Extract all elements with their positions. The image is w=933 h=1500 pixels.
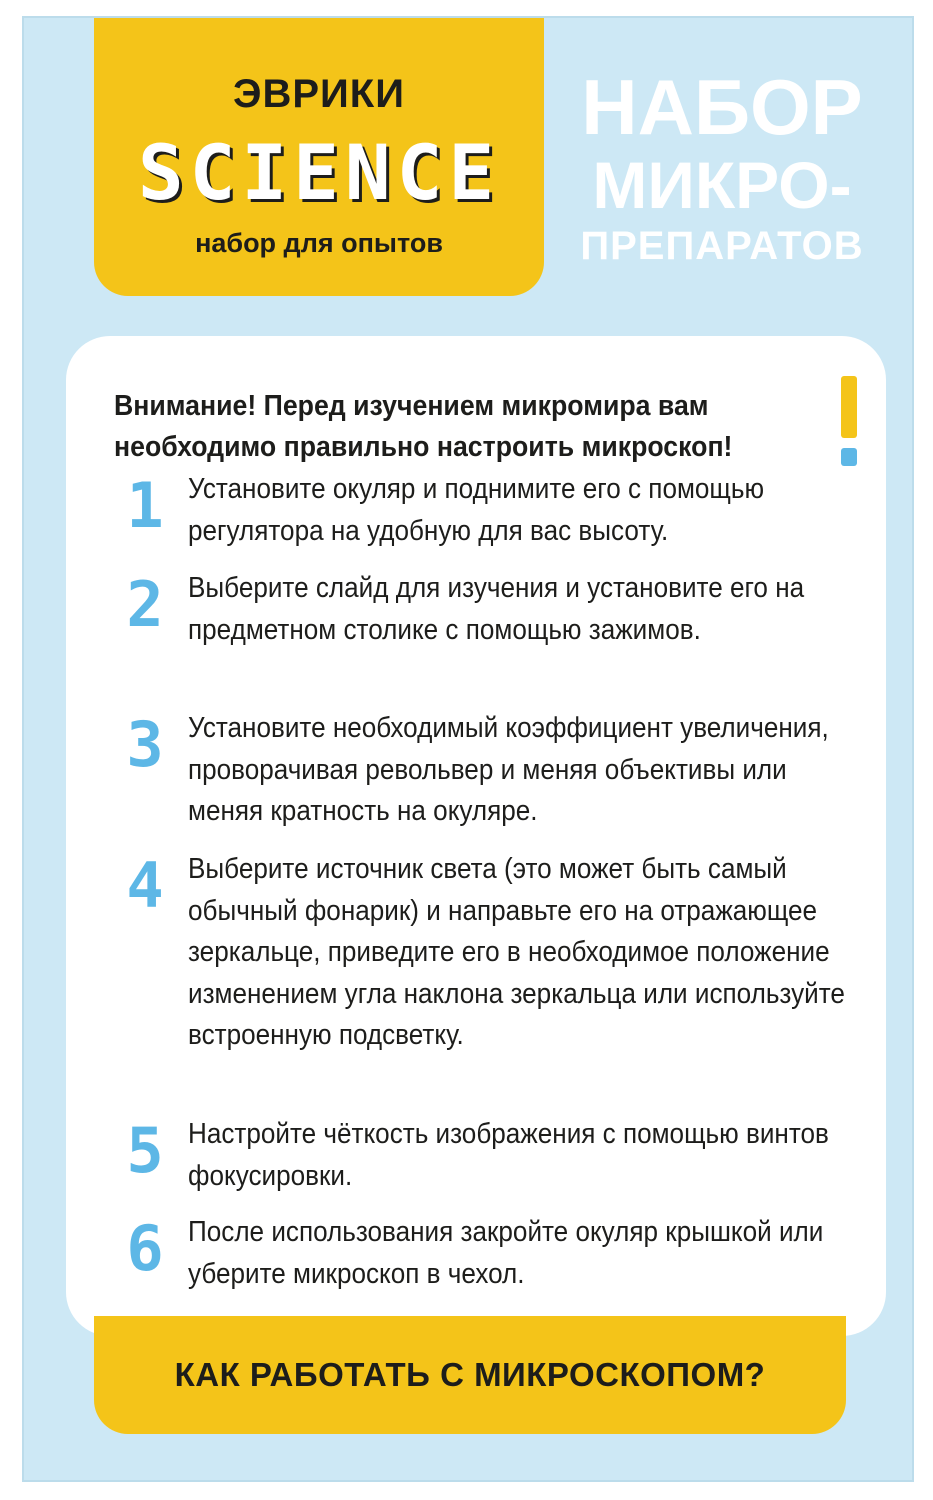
product-title-line-3: ПРЕПАРАТОВ: [580, 224, 864, 268]
step-text: Установите необходимый коэффициент увеличения, проворачивая револьвер и меняя объективы или меняя кратность на окуляре.: [188, 712, 829, 827]
instruction-card: [22, 16, 914, 1482]
brand-tagline: набор для опытов: [195, 228, 443, 258]
product-title-line-1: НАБОР: [581, 63, 863, 151]
step-number: 4: [126, 849, 164, 922]
brand-name: ЭВРИКИ: [233, 72, 405, 116]
product-title-line-2: МИКРО-: [592, 148, 852, 222]
product-title: [572, 63, 872, 268]
step-text: Выберите слайд для изучения и установите его на предметном столике с помощью зажимов.: [188, 572, 805, 646]
brand-logo-block: [94, 18, 544, 296]
footer-title: КАК РАБОТАТЬ С МИКРОСКОПОМ?: [174, 1356, 766, 1393]
instructions-panel: [66, 336, 886, 1336]
step-text: После использования закройте окуляр крышкой или уберите микроскоп в чехол.: [188, 1216, 824, 1290]
step-number: 3: [126, 708, 164, 781]
warning-text: Внимание! Перед изучением микромира вам необходимо правильно настроить микроскоп!: [114, 390, 733, 463]
step-number: 6: [126, 1212, 164, 1285]
step-text: Выберите источник света (это может быть самый обычный фонарик) и направьте его на отражающее зеркальце, приведите его в необходимое положение изменением угла наклона зеркальца или используйте встроенную подсветку.: [188, 853, 845, 1051]
step-text: Установите окуляр и поднимите его с помощью регулятора на удобную для вас высоту.: [188, 473, 765, 547]
step-number: 1: [126, 469, 164, 542]
step-number: 5: [126, 1114, 164, 1187]
brand-science-logo: SCIENCE: [137, 128, 501, 217]
step-text: Настройте чёткость изображения с помощью винтов фокусировки.: [188, 1118, 829, 1192]
step-number: 2: [126, 568, 164, 641]
footer-banner: [94, 1316, 846, 1434]
